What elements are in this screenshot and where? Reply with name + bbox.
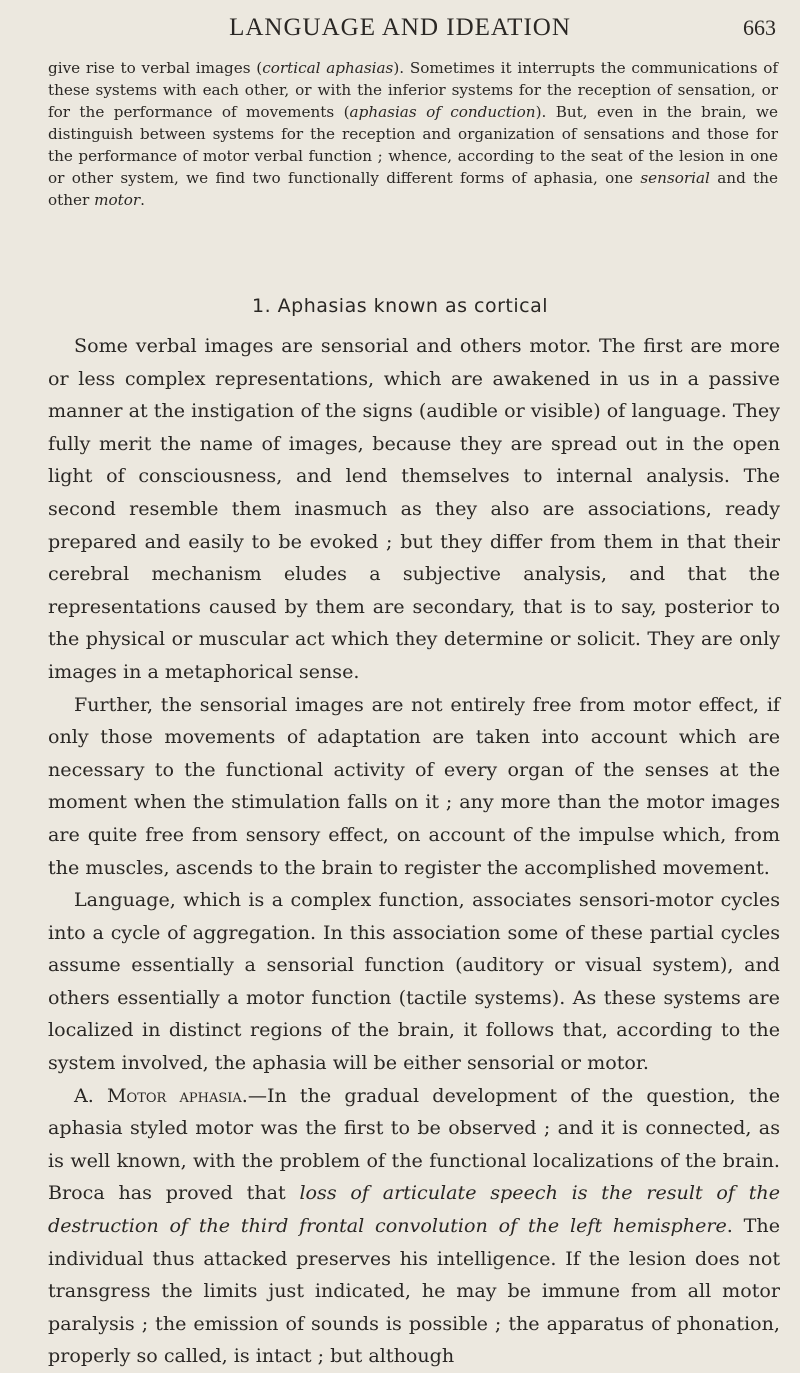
- intro-paragraph: [48, 57, 778, 211]
- text-run: and the other: [48, 169, 778, 209]
- paragraph: Further, the sensorial images are not entirely free from motor effect, if only those movements of adaptation are taken into account which are necessary to the functional activity of every organ of the senses at the moment when the stimulation falls on it ; any more than the motor images are quite free from sensory effect, on account of the impulse which, from the muscles, ascends to the brain to register the accomplished movement.: [48, 692, 780, 879]
- text-run: —In the gradual development of the question, the aphasia styled motor was the first to be observed ; and it is connected, as is well known, with the problem of the functional localizations of the brain. Broca has proved that: [48, 1083, 780, 1205]
- text-run: . The individual thus attacked preserves his intelligence. If the lesion does not transgress the limits just indicated, he may be immune from all motor paralysis ; the emission of sounds is possible ; the apparatus of phonation, properly so called, is intact ; but although: [48, 1214, 780, 1368]
- running-title: LANGUAGE AND IDEATION: [229, 14, 571, 41]
- italic-term: cortical aphasias: [262, 59, 394, 77]
- italic-term: sensorial: [640, 169, 710, 187]
- text-run: ). But, even in the brain, we distinguish between systems for the reception and organization of sensations and those for the performance of motor verbal function ; whence, according to the seat of the lesion in one or other system, we find two functionally different forms of aphasia, one: [48, 103, 778, 187]
- italic-term: motor: [94, 191, 141, 209]
- page-header: [0, 14, 800, 48]
- paragraph: Some verbal images are sensorial and others motor. The first are more or less complex representations, which are awakened in us in a passive manner at the instigation of the signs (audible or visible) of language. They fully merit the name of images, because they are spread out in the open light of consciousness, and lend themselves to internal analysis. The second resemble them inasmuch as they also are associations, ready prepared and easily to be evoked ; but they differ from them in that their cerebral mechanism eludes a subjective analysis, and that the representations caused by them are secondary, that is to say, posterior to the physical or muscular act which they determine or solicit. They are only images in a metaphorical sense.: [48, 334, 780, 683]
- italic-term: aphasias of conduction: [349, 103, 536, 121]
- text-run: .: [140, 191, 145, 209]
- section-heading: 1. Aphasias known as cortical: [251, 295, 549, 317]
- italic-statement: loss of articulate speech is the result of the destruction of the third frontal convolution of the left hemisphere: [48, 1181, 780, 1238]
- paragraph: Language, which is a complex function, associates sensori-motor cycles into a cycle of aggregation. In this association some of these partial cycles assume essentially a sensorial function (auditory or visual system), and others essentially a motor function (tactile systems). As these systems are localized in distinct regions of the brain, it follows that, according to the system involved, the aphasia will be either sensorial or motor.: [48, 888, 780, 1075]
- page-number: 663: [743, 15, 776, 40]
- text-run: give rise to verbal images (: [48, 59, 263, 77]
- intro-text: [48, 57, 778, 211]
- text-run: ). Sometimes it interrupts the communications of these systems with each other, or with the inferior systems for the reception of sensation, or for the performance of movements (: [48, 59, 778, 121]
- paragraph: [48, 1080, 780, 1373]
- run-in-heading: A. Motor aphasia.: [74, 1083, 248, 1107]
- body-text: [48, 330, 780, 1373]
